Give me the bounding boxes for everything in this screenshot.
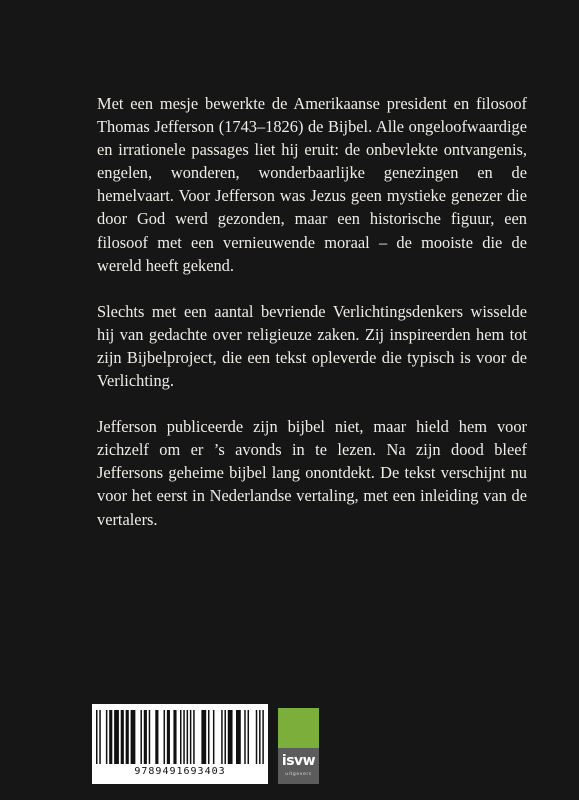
barcode-bar: [193, 710, 195, 764]
barcode-bar: [109, 710, 112, 764]
barcode-bar: [187, 710, 189, 764]
barcode-bar: [131, 710, 136, 764]
logo-green-block: [278, 708, 319, 748]
isbn-number: 9789491693403: [134, 766, 226, 777]
barcode-bar: [167, 710, 170, 764]
publisher-logo: [278, 708, 319, 784]
barcode-bar: [106, 710, 108, 764]
barcode-bar: [224, 710, 226, 764]
blurb-text: [97, 92, 527, 531]
barcode-bar: [201, 710, 206, 764]
logo-wordmark: isvw: [281, 753, 316, 769]
barcode-bar: [173, 710, 176, 764]
barcode-bar: [259, 710, 261, 764]
barcode-bar: [190, 710, 192, 764]
barcode-bar: [96, 710, 98, 764]
barcode-bars: [96, 710, 264, 764]
barcode-bar: [236, 710, 241, 764]
barcode-bar: [144, 710, 147, 764]
barcode-bar: [149, 710, 151, 764]
barcode-bar: [262, 710, 264, 764]
blurb-paragraph-1: Met een mesje bewerkte de Amerikaanse president en filosoof Thomas Jefferson (1743–1826) de Bijbel. Alle ongeloofwaardige en irrationele passages liet hij eruit: de onbevlekte ontvangenis, engelen, wonderen, wonderbaarlijke genezingen en de hemelvaart. Voor Jefferson was Jezus geen mystieke genezer die door God werd gezonden, maar een historische figuur, een filosoof met een vernieuwende moraal – de mooiste die de wereld heeft gekend.: [97, 94, 527, 275]
barcode-bar: [228, 710, 233, 764]
isbn-barcode: [92, 704, 268, 784]
barcode-bar: [121, 710, 124, 764]
barcode-bar: [126, 710, 129, 764]
barcode-bar: [208, 710, 210, 764]
barcode-bar: [114, 710, 119, 764]
barcode-bar: [180, 710, 182, 764]
blurb-paragraph-2: Slechts met een aantal bevriende Verlichtingsdenkers wisselde hij van gedachte over religieuze zaken. Zij inspireerden hem tot zijn Bijbelproject, die een tekst opleverde die typisch is voor de Verlichting.: [97, 301, 527, 391]
blurb-paragraph-3: Jefferson publiceerde zijn bijbel niet, maar hield hem voor zichzelf om er ’s avonds in te lezen. Na zijn dood bleef Jeffersons geheime bijbel lang onontdekt. De tekst verschijnt nu voor het eerst in Nederlandse vertaling, met een inleiding van de vertalers.: [97, 417, 527, 529]
barcode-bar: [244, 710, 246, 764]
barcode-bar: [248, 710, 250, 764]
barcode-bar: [99, 710, 101, 764]
barcode-bar: [164, 710, 166, 764]
barcode-bar: [140, 710, 142, 764]
barcode-bar: [256, 710, 258, 764]
barcode-bar: [213, 710, 215, 764]
logo-subtitle: uitgevers: [285, 772, 312, 777]
barcode-bar: [155, 710, 158, 764]
barcode-bar: [221, 710, 223, 764]
barcode-bar: [183, 710, 185, 764]
